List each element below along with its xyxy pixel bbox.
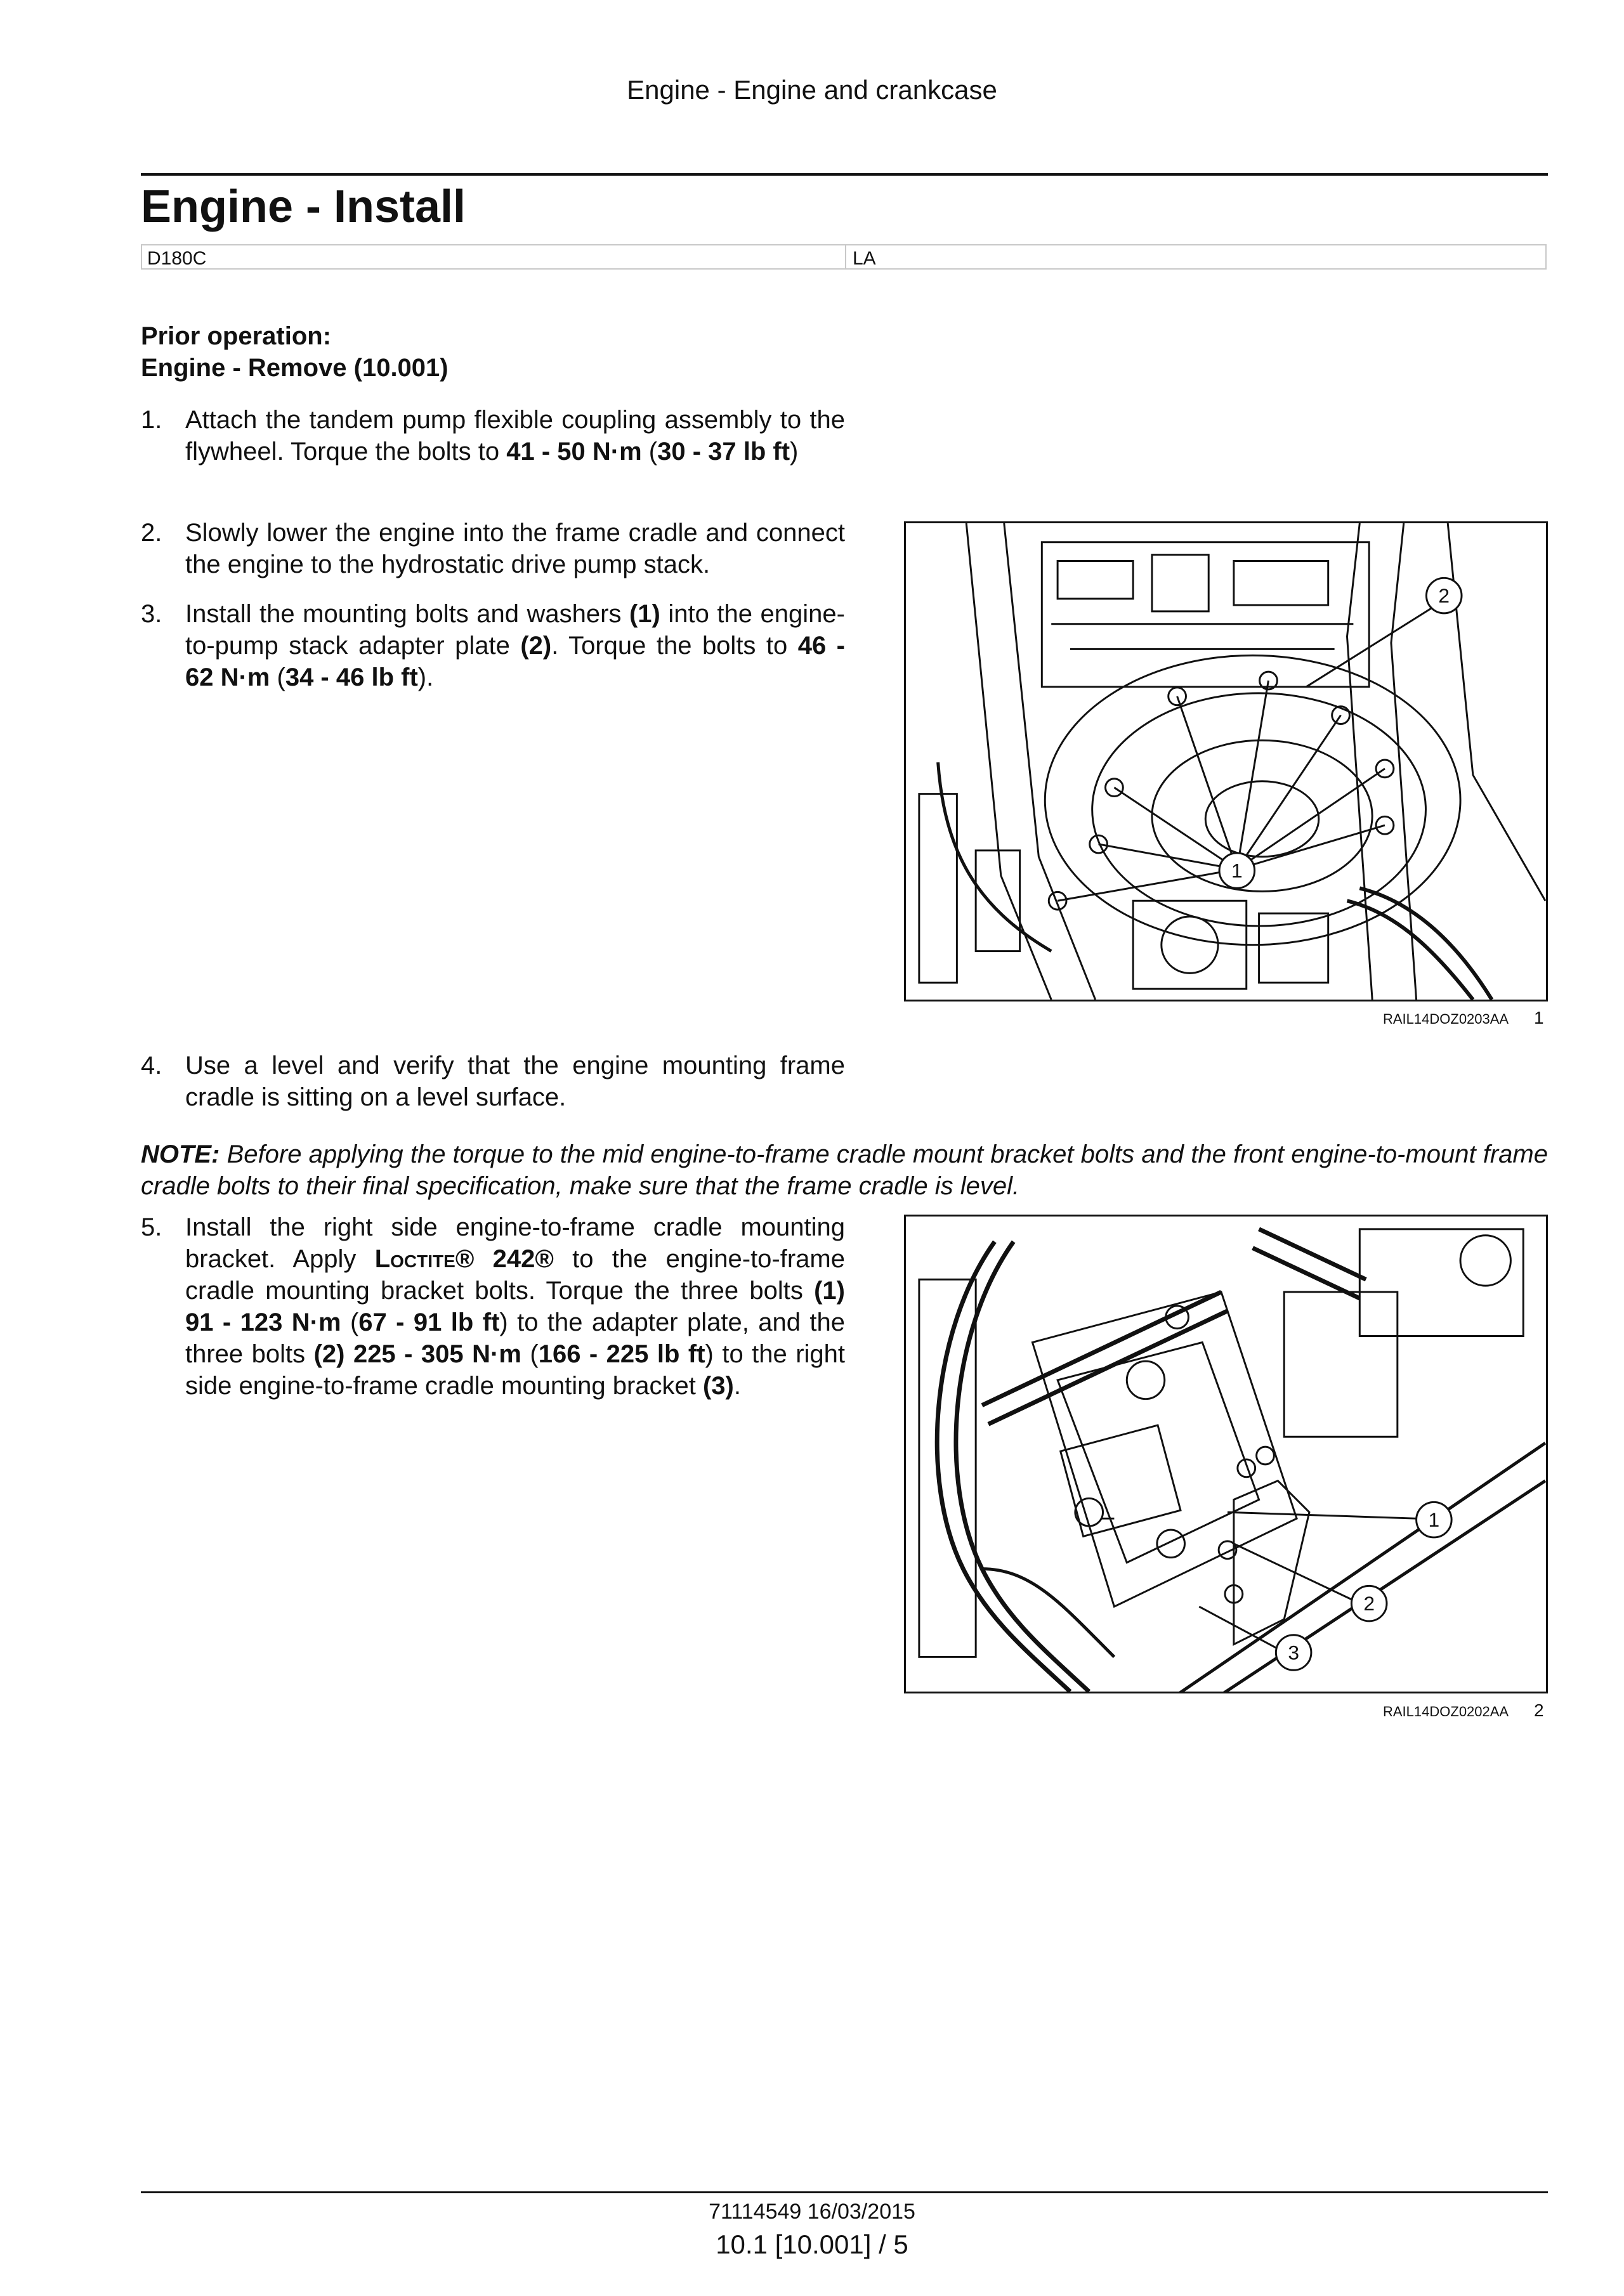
figure-2-callout-1: 1 <box>1428 1508 1440 1532</box>
step-text-part: to the engine-to-frame cradle mounting bracket bolts. Torque the three bolts <box>185 1245 845 1305</box>
step-text <box>185 1211 845 1402</box>
figure-1-number: 1 <box>1534 1008 1544 1027</box>
figure-2-number: 2 <box>1534 1700 1544 1720</box>
prior-operation <box>141 320 449 384</box>
note-text: Before applying the torque to the mid engine-to-frame cradle mount bracket bolts and the front engine-to-mount frame cradle bolts to their final specification, make sure that the frame cradle is level. <box>141 1140 1548 1200</box>
page-title: Engine - Install <box>141 181 466 232</box>
figure-2-illustration <box>904 1215 1548 1693</box>
step-4 <box>141 1050 845 1113</box>
prior-operation-link[interactable]: Engine - Remove (10.001) <box>141 354 449 382</box>
step-text-part: ) <box>790 438 799 466</box>
figure-1-callout-1: 1 <box>1231 859 1243 882</box>
callout-reference: (1) <box>629 600 660 628</box>
torque-metric: 46 - 62 N·m <box>185 632 845 691</box>
torque-imperial: 34 - 46 lb ft <box>285 663 418 691</box>
region-code: LA <box>853 248 876 269</box>
step-text: Use a level and verify that the engine mounting frame cradle is sitting on a level surface. <box>185 1052 845 1111</box>
step-text-part: Attach the tandem pump flexible coupling assembly to the flywheel. Torque the bolts to <box>185 406 845 466</box>
step-text-part: ( <box>341 1308 359 1336</box>
step-number: 5. <box>141 1213 162 1241</box>
step-text-part: ) to the adapter plate, and the three bolts <box>185 1308 845 1368</box>
figure-1-callout-2: 2 <box>1438 584 1450 608</box>
model-applicability-row <box>141 244 1547 270</box>
figure-2-callout-3: 3 <box>1288 1641 1299 1664</box>
figure-2-code: RAIL14DOZ0202AA <box>1383 1704 1509 1719</box>
header-rule <box>141 173 1548 176</box>
callout-reference: (2) <box>520 632 552 660</box>
step-number: 4. <box>141 1052 162 1080</box>
footer-page-ref: 10.1 [10.001] / 5 <box>716 2229 908 2259</box>
torque-imperial: 30 - 37 lb ft <box>657 438 790 466</box>
torque-metric: (2) 225 - 305 N·m <box>313 1340 521 1368</box>
step-text <box>185 404 845 467</box>
step-2 <box>141 517 845 580</box>
step-text-part: ( <box>270 663 285 691</box>
model-row-divider <box>845 245 846 268</box>
running-header: Engine - Engine and crankcase <box>627 75 997 105</box>
prior-operation-label: Prior operation: <box>141 322 332 350</box>
figure-1-illustration <box>904 521 1548 1001</box>
step-1 <box>141 404 845 467</box>
step-number: 3. <box>141 600 162 628</box>
step-text-part: ( <box>641 438 658 466</box>
note-label: NOTE: <box>141 1140 220 1168</box>
step-3 <box>141 598 845 693</box>
callout-reference: (3) <box>702 1372 734 1400</box>
step-text-part: Install the mounting bolts and washers <box>185 600 629 628</box>
step-text <box>185 598 845 693</box>
step-number: 1. <box>141 406 162 434</box>
engine-pump-adapter-drawing <box>906 523 1546 1000</box>
step-5 <box>141 1211 845 1402</box>
frame-cradle-bracket-drawing <box>906 1216 1546 1692</box>
step-text-part: ( <box>521 1340 539 1368</box>
product-name: Loctite® 242® <box>374 1245 554 1273</box>
note-block <box>141 1138 1548 1202</box>
step-text-part: ) to the right side engine-to-frame cradle mounting bracket <box>185 1340 846 1400</box>
figure-2-callout-2: 2 <box>1363 1592 1375 1615</box>
step-text-part: into the engine-to-pump stack adapter plate <box>185 600 845 660</box>
torque-metric: 41 - 50 N·m <box>506 438 642 466</box>
torque-metric: (1) 91 - 123 N·m <box>185 1277 845 1336</box>
footer-doc-info: 71114549 16/03/2015 <box>709 2200 915 2224</box>
step-text: Slowly lower the engine into the frame cradle and connect the engine to the hydrostatic drive pump stack. <box>185 519 845 578</box>
torque-imperial: 166 - 225 lb ft <box>538 1340 705 1368</box>
step-text-part: . Torque the bolts to <box>551 632 798 660</box>
figure-1-code: RAIL14DOZ0203AA <box>1383 1011 1509 1027</box>
footer-rule <box>141 2191 1548 2193</box>
torque-imperial: 67 - 91 lb ft <box>358 1308 500 1336</box>
step-text-part: Install the right side engine-to-frame cradle mounting bracket. Apply <box>185 1213 845 1273</box>
step-text-part: ). <box>417 663 434 691</box>
step-text-part: . <box>733 1372 741 1400</box>
step-number: 2. <box>141 519 162 547</box>
model-code: D180C <box>147 248 207 269</box>
